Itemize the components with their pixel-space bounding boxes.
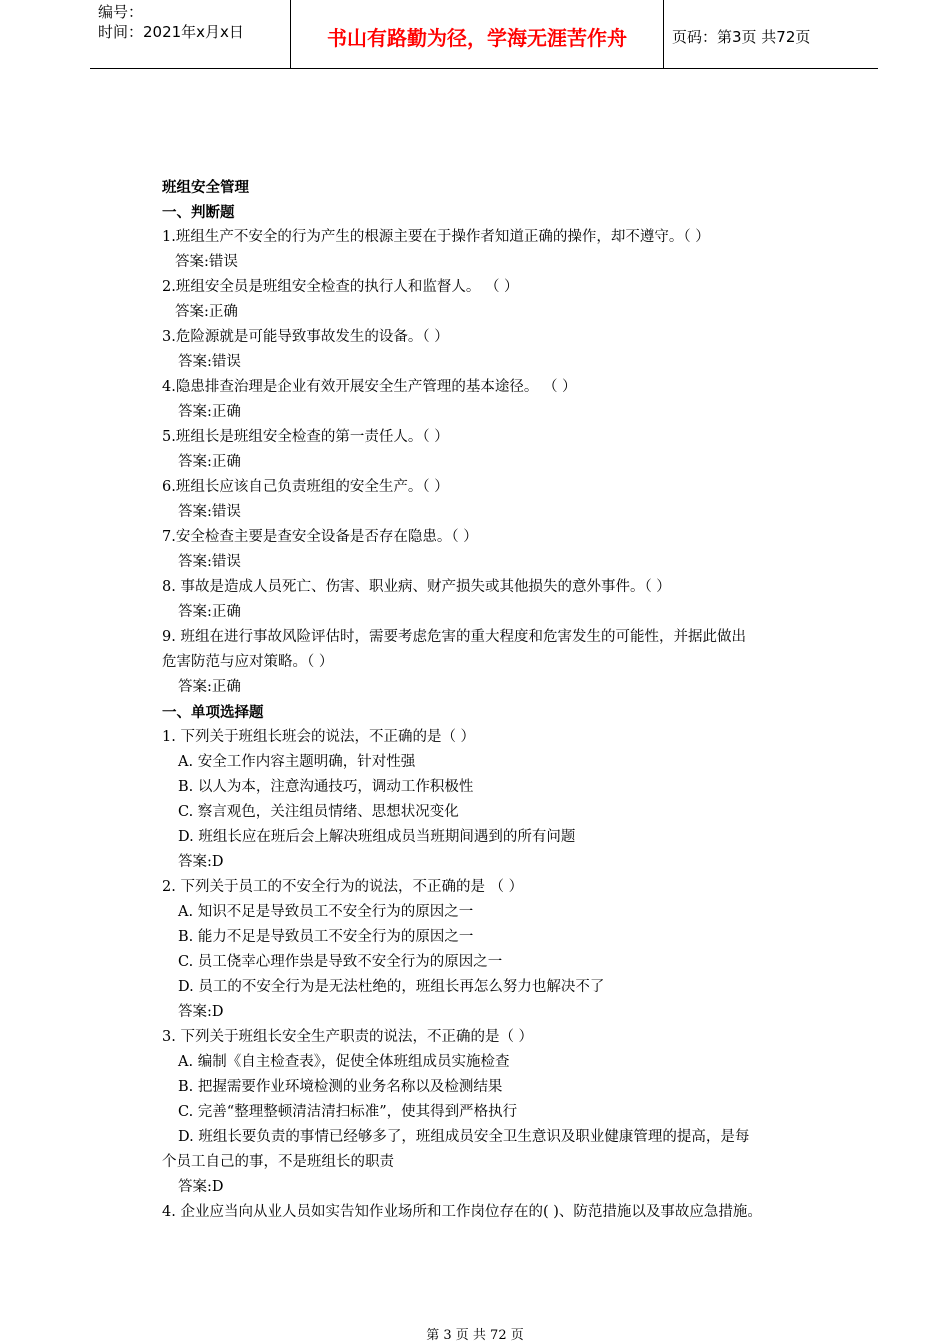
mc-answer: 答案:D — [178, 1179, 224, 1195]
tf-answer: 答案:错误 — [178, 504, 241, 520]
time-label: 时间：2021年x月x日 — [98, 23, 244, 41]
tf-answer: 答案:错误 — [178, 354, 241, 370]
tf-question: 2.班组安全员是班组安全检查的执行人和监督人。 （ ） — [162, 279, 519, 295]
document-body — [162, 175, 822, 1225]
tf-answer: 答案:正确 — [175, 304, 238, 320]
header-divider — [663, 0, 664, 68]
tf-question-cont: 危害防范与应对策略。（ ） — [162, 654, 334, 670]
tf-answer: 答案:正确 — [178, 404, 241, 420]
tf-question: 8. 事故是造成人员死亡、伤害、职业病、财产损失或其他损失的意外事件。（ ） — [162, 579, 671, 595]
tf-question: 7.安全检查主要是查安全设备是否存在隐患。（ ） — [162, 529, 478, 545]
tf-answer: 答案:错误 — [175, 254, 238, 270]
tf-question: 4.隐患排查治理是企业有效开展安全生产管理的基本途径。 （ ） — [162, 379, 577, 395]
section-heading-tf: 一、判断题 — [162, 204, 235, 221]
mc-option: D. 班组长应在班后会上解决班组成员当班期间遇到的所有问题 — [178, 829, 576, 845]
tf-question: 5.班组长是班组安全检查的第一责任人。（ ） — [162, 429, 449, 445]
mc-answer: 答案:D — [178, 1004, 224, 1020]
tf-answer: 答案:正确 — [178, 454, 241, 470]
mc-option: C. 员工侥幸心理作祟是导致不安全行为的原因之一 — [178, 954, 503, 970]
tf-question: 9. 班组在进行事故风险评估时，需要考虑危害的重大程度和危害发生的可能性，并据此做出 — [162, 629, 746, 645]
mc-answer: 答案:D — [178, 854, 224, 870]
tf-question: 1.班组生产不安全的行为产生的根源主要在于操作者知道正确的操作，却不遵守。（ ） — [162, 229, 710, 245]
mc-option: A. 知识不足是导致员工不安全行为的原因之一 — [178, 904, 474, 920]
tf-question: 3.危险源就是可能导致事故发生的设备。（ ） — [162, 329, 449, 345]
mc-question: 4. 企业应当向从业人员如实告知作业场所和工作岗位存在的( )、防范措施以及事故应急措施。 — [162, 1204, 762, 1220]
mc-option-cont: 个员工自己的事，不是班组长的职责 — [162, 1154, 394, 1170]
mc-option: C. 察言观色，关注组员情绪、思想状况变化 — [178, 804, 459, 820]
section-heading-mc: 一、单项选择题 — [162, 704, 264, 721]
tf-answer: 答案:正确 — [178, 679, 241, 695]
mc-option: B. 以人为本，注意沟通技巧，调动工作积极性 — [178, 779, 474, 795]
doc-title: 班组安全管理 — [162, 179, 249, 196]
mc-option: A. 安全工作内容主题明确，针对性强 — [178, 754, 416, 770]
tf-question: 6.班组长应该自己负责班组的安全生产。（ ） — [162, 479, 449, 495]
mc-option: B. 把握需要作业环境检测的业务名称以及检测结果 — [178, 1079, 503, 1095]
mc-question: 1. 下列关于班组长班会的说法，不正确的是（ ） — [162, 729, 476, 745]
mc-option: C. 完善“整理整顿清洁清扫标准”，使其得到严格执行 — [178, 1104, 518, 1120]
mc-option: D. 班组长要负责的事情已经够多了，班组成员安全卫生意识及职业健康管理的提高，是每 — [178, 1129, 750, 1145]
tf-answer: 答案:错误 — [178, 554, 241, 570]
mc-question: 2. 下列关于员工的不安全行为的说法，不正确的是 （ ） — [162, 879, 524, 895]
header-page-info: 页码：第3页 共72页 — [672, 28, 811, 46]
mc-option: A. 编制《自主检查表》，促使全体班组成员实施检查 — [178, 1054, 510, 1070]
header-meta — [98, 2, 244, 42]
mc-option: D. 员工的不安全行为是无法杜绝的，班组长再怎么努力也解决不了 — [178, 979, 605, 995]
mc-option: B. 能力不足是导致员工不安全行为的原因之一 — [178, 929, 474, 945]
header-motto: 书山有路勤为径，学海无涯苦作舟 — [327, 26, 627, 50]
number-label: 编号： — [98, 3, 144, 21]
page-header — [90, 0, 878, 69]
tf-answer: 答案:正确 — [178, 604, 241, 620]
mc-question: 3. 下列关于班组长安全生产职责的说法，不正确的是（ ） — [162, 1029, 534, 1045]
page-footer: 第 3 页 共 72 页 — [426, 1328, 524, 1343]
